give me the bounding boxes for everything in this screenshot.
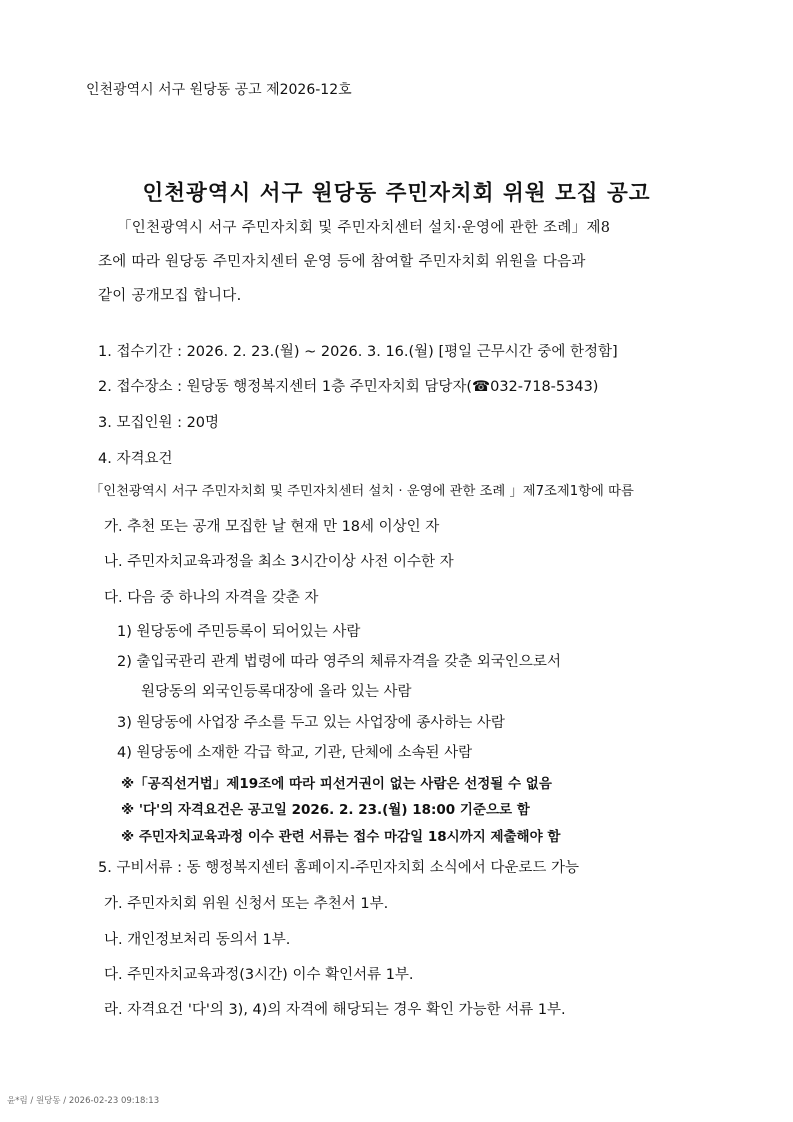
place-phone: 032-718-5343) bbox=[490, 379, 599, 395]
section-documents-heading: 5. 구비서류 : 동 행정복지센터 홈페이지-주민자치회 소식에서 다운로드 가능 bbox=[98, 860, 580, 876]
page-title: 인천광역시 서구 원당동 주민자치회 위원 모집 공고 bbox=[142, 181, 651, 206]
place-text: 2. 접수장소 : 원당동 행정복지센터 1층 주민자치회 담당자( bbox=[98, 379, 473, 395]
intro-line-1: 「인천광역시 서구 주민자치회 및 주민자치센터 설치·운영에 관한 조례」제8 bbox=[117, 220, 611, 236]
section-recruit: 3. 모집인원 : 20명 bbox=[98, 415, 220, 431]
qualification-item: 다. 다음 중 하나의 자격을 갖춘 자 bbox=[104, 590, 319, 606]
note: ※ 주민자치교육과정 이수 관련 서류는 접수 마감일 18시까지 제출해야 함 bbox=[121, 829, 561, 845]
intro-line-3: 같이 공개모집 합니다. bbox=[98, 288, 242, 304]
qualification-basis: 「인천광역시 서구 주민자치회 및 주민자치센터 설치 · 운영에 관한 조례 」제7조제1항에 따름 bbox=[90, 484, 634, 499]
document-item: 나. 개인정보처리 동의서 1부. bbox=[104, 932, 291, 948]
intro-line-2: 조에 따라 원당동 주민자치센터 운영 등에 참여할 주민자치회 위원을 다음과 bbox=[98, 254, 586, 270]
sub-item: 3) 원당동에 사업장 주소를 두고 있는 사업장에 종사하는 사람 bbox=[117, 715, 505, 731]
qualification-item: 가. 추천 또는 공개 모집한 날 현재 만 18세 이상인 자 bbox=[104, 519, 440, 535]
phone-icon: ☎ bbox=[472, 379, 491, 395]
document-item: 라. 자격요건 '다'의 3), 4)의 자격에 해당되는 경우 확인 가능한 서류 1부. bbox=[104, 1002, 566, 1018]
sub-item: 1) 원당동에 주민등록이 되어있는 사람 bbox=[117, 624, 361, 640]
sub-item-continuation: 원당동의 외국인등록대장에 올라 있는 사람 bbox=[141, 684, 412, 700]
note: ※「공직선거법」제19조에 따라 피선거권이 없는 사람은 선정될 수 없음 bbox=[121, 776, 552, 792]
section-place bbox=[98, 377, 598, 397]
sub-item: 4) 원당동에 소재한 각급 학교, 기관, 단체에 소속된 사람 bbox=[117, 745, 473, 761]
document-item: 다. 주민자치교육과정(3시간) 이수 확인서류 1부. bbox=[104, 967, 414, 983]
section-period: 1. 접수기간 : 2026. 2. 23.(월) ~ 2026. 3. 16.(월) [평일 근무시간 중에 한정함] bbox=[98, 344, 618, 360]
notice-number: 인천광역시 서구 원당동 공고 제2026-12호 bbox=[86, 82, 352, 98]
document-item: 가. 주민자치회 위원 신청서 또는 추천서 1부. bbox=[104, 896, 389, 912]
note: ※ '다'의 자격요건은 공고일 2026. 2. 23.(월) 18:00 기준으로 함 bbox=[121, 802, 530, 818]
qualification-item: 나. 주민자치교육과정을 최소 3시간이상 사전 이수한 자 bbox=[104, 554, 454, 570]
footer-stamp: 윤*림 / 원당동 / 2026-02-23 09:18:13 bbox=[7, 1096, 160, 1106]
section-qualification-heading: 4. 자격요건 bbox=[98, 451, 173, 467]
sub-item: 2) 출입국관리 관계 법령에 따라 영주의 체류자격을 갖춘 외국인으로서 bbox=[117, 654, 561, 670]
